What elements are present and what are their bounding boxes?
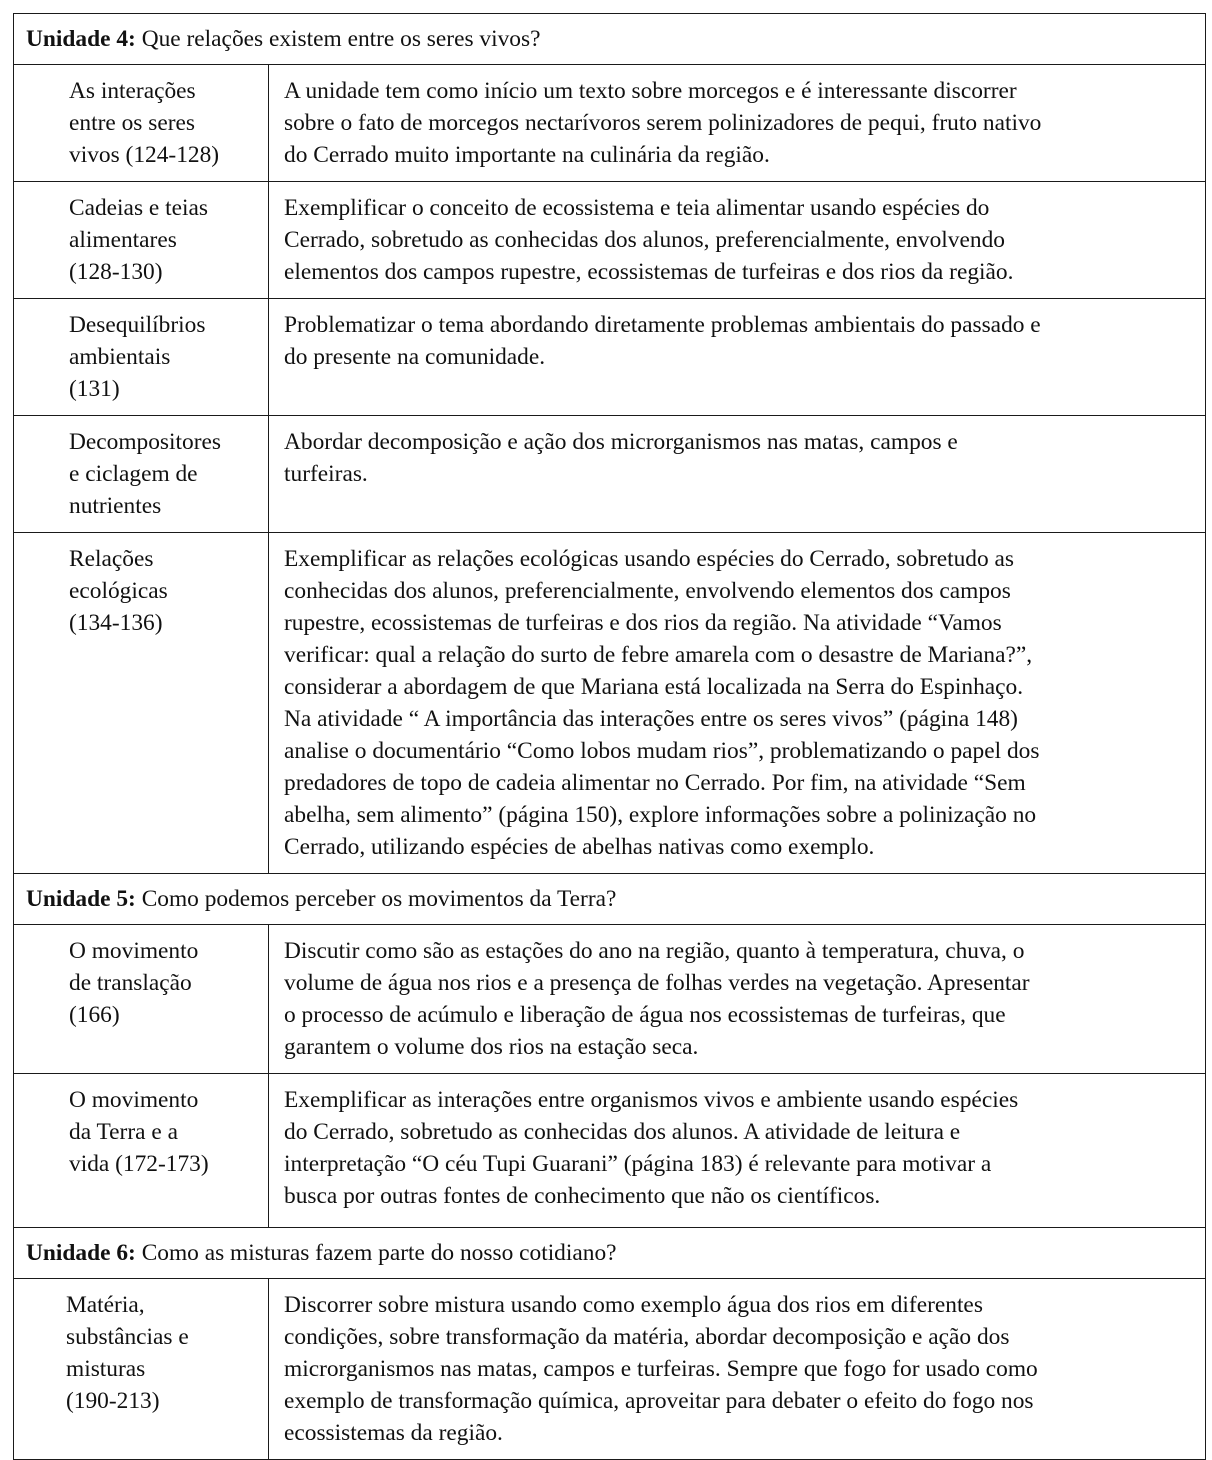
table-row [14,925,1206,1074]
unit-question: Como as misturas fazem parte do nosso cotidiano? [141,1240,617,1266]
unit-header-row [14,14,1206,65]
topic-line: ecológicas [69,578,168,604]
description-line: predadores de topo de cadeia alimentar no Cerrado. Por fim, na atividade “Sem [284,770,1026,796]
unit-header [14,14,1206,65]
topic-line: nutrientes [69,493,162,519]
description-line: considerar a abordagem de que Mariana está localizada na Serra do Espinhaço. [284,674,1024,700]
topic-cell [14,1279,269,1460]
topic-cell [14,182,269,299]
description-line: Exemplificar o conceito de ecossistema e teia alimentar usando espécies do [284,195,990,221]
topic-line: vivos (124-128) [69,142,220,168]
topic-line: O movimento [69,938,199,964]
topic-line: entre os seres [69,110,195,136]
table-row [14,182,1206,299]
topic-cell [14,65,269,182]
topic-line: (131) [69,376,120,402]
description-cell [269,65,1206,182]
topic-line: Cadeias e teias [69,195,208,221]
description-line: A unidade tem como início um texto sobre morcegos e é interessante discorrer [284,78,1017,104]
unit-question: Que relações existem entre os seres vivos? [141,26,541,52]
topic-line: de translação [69,970,192,996]
topic-line: misturas [66,1356,146,1382]
description-line: exemplo de transformação química, aproveitar para debater o efeito do fogo nos [284,1388,1034,1414]
description-line: Na atividade “ A importância das interações entre os seres vivos” (página 148) [284,706,1018,732]
curriculum-table [13,13,1206,1460]
description-line: busca por outras fontes de conhecimento que não os científicos. [284,1183,881,1209]
description-line: turfeiras. [284,461,368,487]
description-line: Cerrado, utilizando espécies de abelhas nativas como exemplo. [284,834,875,860]
table-row [14,1074,1206,1228]
topic-cell [14,416,269,533]
description-line: Cerrado, sobretudo as conhecidas dos alunos, preferencialmente, envolvendo [284,227,1005,253]
unit-header [14,874,1206,925]
description-line: garantem o volume dos rios na estação seca. [284,1034,699,1060]
table-row [14,533,1206,874]
description-cell [269,416,1206,533]
description-line: condições, sobre transformação da matéria, abordar decomposição e ação dos [284,1324,1010,1350]
unit-header [14,1228,1206,1279]
description-line: rupestre, ecossistemas de turfeiras e dos rios da região. Na atividade “Vamos [284,610,1002,636]
topic-line: ambientais [69,344,171,370]
description-cell [269,1074,1206,1228]
topic-line: da Terra e a [69,1119,178,1145]
description-line: sobre o fato de morcegos nectarívoros serem polinizadores de pequi, fruto nativo [284,110,1042,136]
table-row [14,299,1206,416]
unit-label: Unidade 4: [26,26,136,52]
description-cell [269,925,1206,1074]
topic-line: Relações [69,546,154,572]
topic-line: Decompositores [69,429,222,455]
topic-line: O movimento [69,1087,199,1113]
topic-cell [14,533,269,874]
topic-line: (166) [69,1002,120,1028]
unit-header-row [14,1228,1206,1279]
topic-line: (134-136) [69,610,163,636]
description-line: do Cerrado, sobretudo as conhecidas dos alunos. A atividade de leitura e [284,1119,961,1145]
description-line: Problematizar o tema abordando diretamente problemas ambientais do passado e [284,312,1041,338]
description-line: Discorrer sobre mistura usando como exemplo água dos rios em diferentes [284,1292,983,1318]
unit-label: Unidade 6: [26,1240,136,1266]
topic-line: alimentares [69,227,177,253]
topic-line: vida (172-173) [69,1151,209,1177]
description-line: abelha, sem alimento” (página 150), explore informações sobre a polinização no [284,802,1037,828]
description-cell [269,182,1206,299]
topic-cell [14,299,269,416]
topic-line: substâncias e [66,1324,189,1350]
description-line: Discutir como são as estações do ano na região, quanto à temperatura, chuva, o [284,938,1025,964]
description-line: interpretação “O céu Tupi Guarani” (página 183) é relevante para motivar a [284,1151,992,1177]
description-cell [269,1279,1206,1460]
description-line: Abordar decomposição e ação dos microrganismos nas matas, campos e [284,429,958,455]
description-line: microrganismos nas matas, campos e turfeiras. Sempre que fogo for usado como [284,1356,1038,1382]
topic-cell [14,925,269,1074]
table-row [14,416,1206,533]
topic-line: (128-130) [69,259,163,285]
description-line: conhecidas dos alunos, preferencialmente, envolvendo elementos dos campos [284,578,1011,604]
table-row [14,65,1206,182]
topic-line: e ciclagem de [69,461,198,487]
description-line: o processo de acúmulo e liberação de água nos ecossistemas de turfeiras, que [284,1002,1006,1028]
description-line: do presente na comunidade. [284,344,546,370]
unit-label: Unidade 5: [26,886,136,912]
description-line: verificar: qual a relação do surto de febre amarela com o desastre de Mariana?”, [284,642,1033,668]
description-line: Exemplificar as interações entre organismos vivos e ambiente usando espécies [284,1087,1019,1113]
description-line: analise o documentário “Como lobos mudam rios”, problematizando o papel dos [284,738,1040,764]
description-line: elementos dos campos rupestre, ecossistemas de turfeiras e dos rios da região. [284,259,1014,285]
description-line: Exemplificar as relações ecológicas usando espécies do Cerrado, sobretudo as [284,546,1015,572]
description-line: do Cerrado muito importante na culinária da região. [284,142,770,168]
topic-line: (190-213) [66,1388,160,1414]
unit-question: Como podemos perceber os movimentos da Terra? [141,886,617,912]
description-cell [269,299,1206,416]
topic-line: As interações [69,78,196,104]
topic-cell [14,1074,269,1228]
table-row [14,1279,1206,1460]
unit-header-row [14,874,1206,925]
topic-line: Matéria, [66,1292,145,1318]
description-cell [269,533,1206,874]
description-line: ecossistemas da região. [284,1420,503,1446]
topic-line: Desequilíbrios [69,312,206,338]
description-line: volume de água nos rios e a presença de folhas verdes na vegetação. Apresentar [284,970,1030,996]
